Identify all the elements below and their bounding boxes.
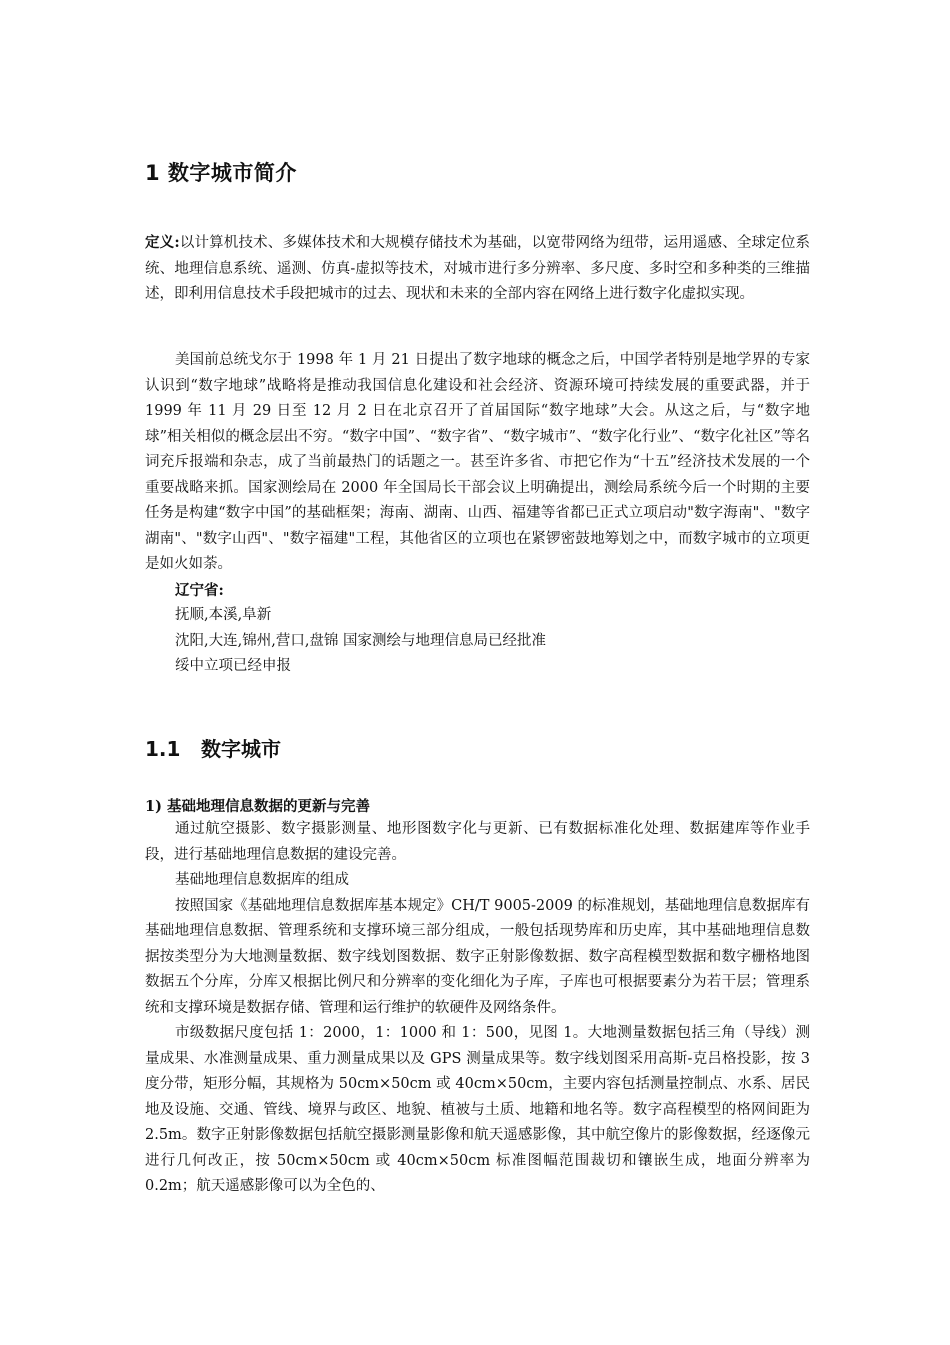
liaoning-line-2: 沈阳,大连,锦州,营口,盘锦 国家测绘与地理信息局已经批准	[175, 632, 547, 649]
body-paragraph-4: 市级数据尺度包括 1：2000，1：1000 和 1：500，见图 1。大地测量数据包括三角（导线）测量成果、水准测量成果、重力测量成果以及 GPS 测量成果等。数字线划图采用高斯-克吕格投影，按 3 度分带，矩形分幅，其规格为 50cm×50cm 或 40cm×50cm，主要内容包括测量控制点、水系、居民地及设施、交通、管线、境界与政区、地貌、植被与土质、地籍和地名等。数字高程模型的格网间距为 2.5m。数字正射影像数据包括航空摄影测量影像和航天遥感影像，其中航空像片的影像数据，经逐像元进行几何改正，按 50cm×50cm 或 40cm×50cm 标准图幅范围裁切和镶嵌生成，地面分辨率为 0.2m；航天遥感影像可以为全色的、	[145, 1025, 810, 1194]
liaoning-label: 辽宁省:	[175, 581, 224, 599]
body-paragraph-3: 按照国家《基础地理信息数据库基本规定》CH/T 9005-2009 的标准规划，基础地理信息数据库有基础地理信息数据、管理系统和支撑环境三部分组成，一般包括现势库和历史库，其中基础地理信息数据按类型分为大地测量数据、数字线划图数据、数字正射影像数据、数字高程模型数据和数字栅格地图数据五个分库，分库又根据比例尺和分辨率的变化细化为子库，子库也可根据要素分为若干层；管理系统和支撑环境是数据存储、管理和运行维护的软硬件及网络条件。	[145, 897, 810, 1016]
liaoning-line-3: 绥中立项已经申报	[175, 658, 291, 674]
body-paragraph-2: 基础地理信息数据库的组成	[175, 872, 349, 888]
subsection-heading	[145, 733, 281, 762]
definition-text: 以计算机技术、多媒体技术和大规模存储技术为基础，以宽带网络为纽带，运用遥感、全球定位系统、地理信息系统、遥测、仿真-虚拟等技术，对城市进行多分辨率、多尺度、多时空和多种类的三维描述，即利用信息技术手段把城市的过去、现状和未来的全部内容在网络上进行数字化虚拟实现。	[145, 235, 810, 302]
section-heading: 1 数字城市简介	[145, 161, 297, 185]
body-block	[145, 817, 810, 1200]
intro-block	[145, 348, 810, 680]
definition-label: 定义:	[145, 234, 180, 251]
subsection-title: 数字城市	[201, 737, 281, 761]
intro-paragraph: 美国前总统戈尔于 1998 年 1 月 21 日提出了数字地球的概念之后，中国学者特别是地学界的专家认识到“数字地球”战略将是推动我国信息化建设和社会经济、资源环境可持续发展的重要武器，并于 1999 年 11 月 29 日至 12 月 2 日在北京召开了首届国际“数字地球”大会。从这之后，与“数字地球”相关相似的概念层出不穷。“数字中国”、“数字省”、“数字城市”、“数字化行业”、“数字化社区”等名词充斥报端和杂志，成了当前最热门的话题之一。甚至许多省、市把它作为“十五”经济技术发展的一个重要战略来抓。国家测绘局在 2000 年全国局长干部会议上明确提出，测绘局系统今后一个时期的主要任务是构建“数字中国”的基础框架；海南、湖南、山西、福建等省都已正式立项启动"数字海南"、"数字湖南"、"数字山西"、"数字福建"工程，其他省区的立项也在紧锣密鼓地筹划之中，而数字城市的立项更是如火如荼。	[145, 352, 810, 572]
subsection-number: 1.1	[145, 737, 181, 761]
subsubsection-heading: 1) 基础地理信息数据的更新与完善	[145, 798, 370, 815]
liaoning-line-1: 抚顺,本溪,阜新	[175, 607, 272, 623]
definition-block	[145, 230, 810, 308]
body-paragraph-1: 通过航空摄影、数字摄影测量、地形图数字化与更新、已有数据标准化处理、数据建库等作业手段，进行基础地理信息数据的建设完善。	[145, 821, 810, 863]
